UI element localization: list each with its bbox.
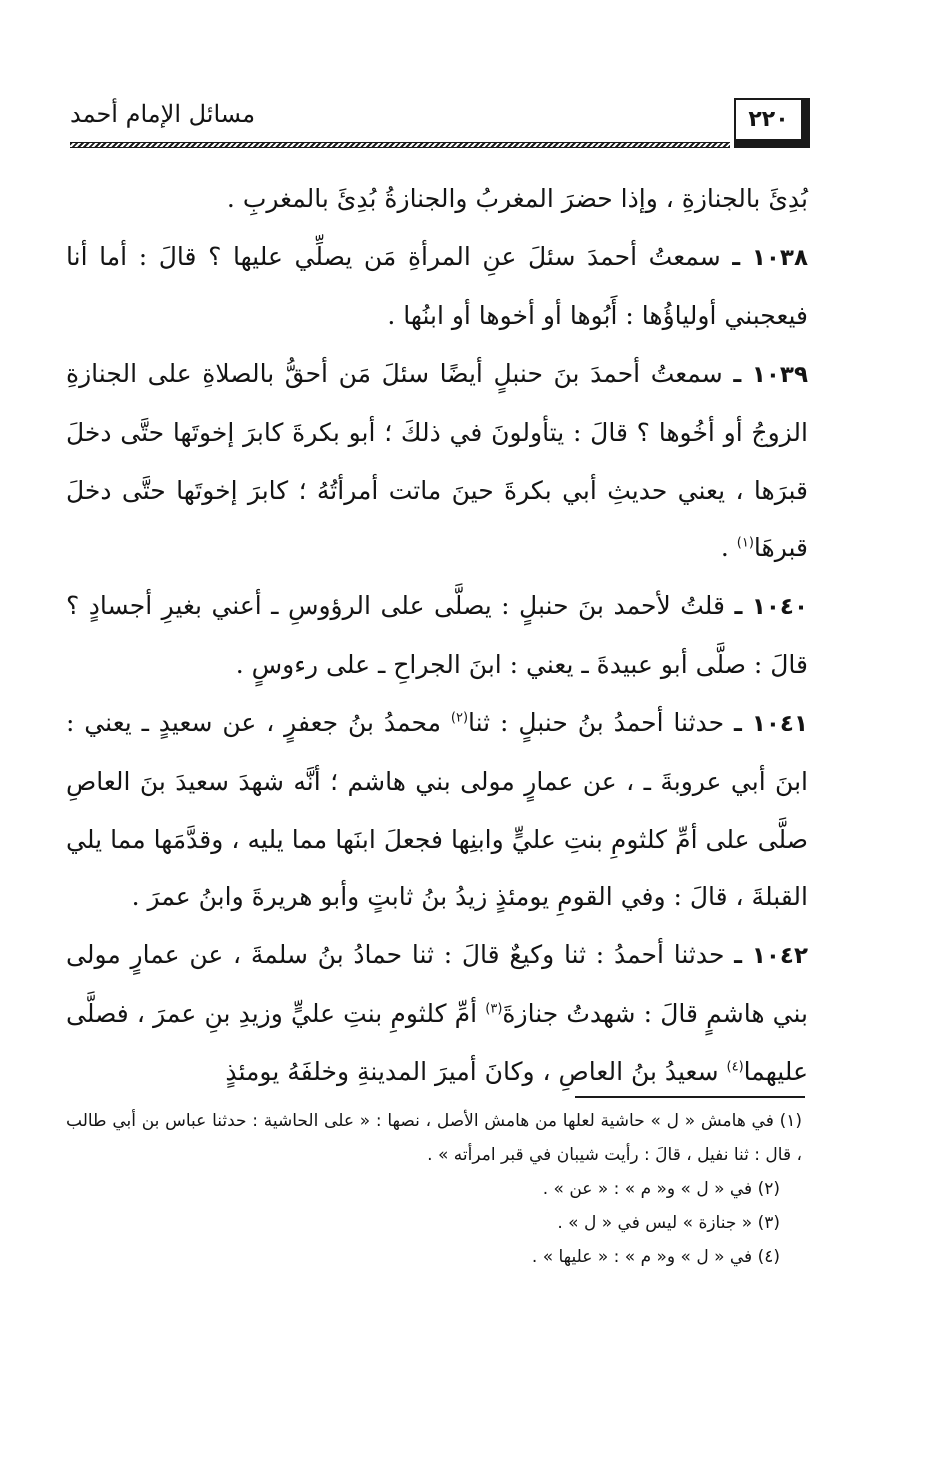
paragraph-mid: أمِّ كلثومِ بنتِ عليٍّ وزيدِ بنِ عمرَ ، فصلَّى عليهما bbox=[66, 999, 808, 1086]
paragraph-text: سمعتُ أحمدَ سئلَ عنِ المرأةِ مَن يصلِّي عليها ؟ قالَ : أما أنا فيعجبني أولياؤُها : أَبُوها أو أخوها أو ابنُها . bbox=[66, 241, 808, 330]
footnote-ref: (٢) bbox=[450, 710, 469, 726]
footnote-ref: (٣) bbox=[485, 1001, 503, 1017]
issue-number: ١٠٤٠ ـ bbox=[734, 593, 808, 620]
footnote-ref: (٤) bbox=[726, 1059, 744, 1075]
paragraph-1039 bbox=[66, 345, 808, 577]
paragraph-continuation bbox=[66, 170, 808, 228]
issue-number: ١٠٣٩ ـ bbox=[733, 361, 808, 388]
paragraph-end: سعيدُ بنُ العاصِ ، وكانَ أميرَ المدينةِ وخلفَهُ يومئذٍ bbox=[225, 1056, 727, 1086]
issue-number: ١٠٤١ ـ bbox=[734, 710, 808, 737]
footnote-3: (٣) « جنازة » ليس في « ل » . bbox=[557, 1213, 780, 1233]
page-number: ٢٢٠ bbox=[734, 98, 810, 148]
footnote-4: (٤) في « ل » و« م » : « عليها » . bbox=[531, 1247, 780, 1267]
paragraph-text: سمعتُ أحمدَ بنَ حنبلٍ أيضًا سئلَ مَن أحقُّ بالصلاةِ على الجنازةِ الزوجُ أو أخُوها ؟ قالَ : يتأولونَ في ذلكَ ؛ أبو بكرةَ كابرَ إخوتَها حتَّى دخلَ قبرَها ، يعني حديثِ أبي بكرةَ حينَ ماتت أمرأتُهُ ؛ كابرَ إخوتَها حتَّى دخلَ قبرهَا bbox=[66, 358, 808, 562]
paragraph-text: حدثنا أحمدُ : ثنا وكيعٌ قالَ : ثنا حمادُ بنُ سلمةَ ، عن عمارٍ مولى بني هاشمٍ قالَ : شهدتُ جنازةَ bbox=[66, 939, 809, 1028]
running-header bbox=[70, 98, 810, 158]
paragraph-1040 bbox=[66, 577, 808, 694]
paragraph-1041 bbox=[66, 694, 808, 926]
footnotes bbox=[66, 1104, 802, 1274]
paragraph-text: حدثنا أحمدُ بنُ حنبلٍ : ثنا bbox=[468, 707, 735, 737]
footnote-2: (٢) في « ل » و« م » : « عن » . bbox=[542, 1179, 780, 1199]
paragraph-end: محمدُ بنُ جعفرٍ ، عن سعيدٍ ـ يعني : ابنَ أبي عروبةَ ـ ، عن عمارٍ مولى بني هاشم ؛ أنَّه شهدَ سعيدَ بنَ العاصِ صلَّى على أمِّ كلثومِ بنتِ عليٍّ وابنِها فجعلَ ابنَها مما يليه ، وقدَّمَها مما يلي القبلةَ ، قالَ : وفي القومِ يومئذٍ زيدُ بنُ ثابتٍ وأبو هريرةَ وابنُ عمرَ . bbox=[66, 707, 808, 911]
paragraph-text: بُدِئَ بالجنازةِ ، وإذا حضرَ المغربُ والجنازةُ بُدِئَ بالمغربِ . bbox=[226, 184, 808, 213]
running-title: مسائل الإمام أحمد bbox=[70, 100, 256, 128]
footnote-separator bbox=[575, 1096, 805, 1098]
header-rule bbox=[70, 142, 730, 148]
paragraph-end: . bbox=[720, 533, 737, 562]
issue-number: ١٠٣٨ ـ bbox=[732, 244, 808, 271]
footnote-ref: (١) bbox=[736, 535, 754, 551]
footnote-1: (١) في هامش « ل » حاشية لعلها من هامش الأصل ، نصها : « على الحاشية : حدثنا عباس بن أبي طالب ، قال : ثنا نفيل ، قالَ : رأيت شيبان في قبر امرأته » . bbox=[66, 1111, 802, 1165]
paragraph-text: قلتُ لأحمد بنَ حنبلٍ : يصلَّى على الرؤوسِ ـ أعني بغيرِ أجسادٍ ؟ قالَ : صلَّى أبو عبيدةَ ـ يعني : ابنَ الجراحِ ـ على رءوسٍ . bbox=[66, 590, 808, 679]
paragraph-1042 bbox=[66, 926, 808, 1101]
issue-number: ١٠٤٢ ـ bbox=[734, 942, 809, 969]
paragraph-1038 bbox=[66, 228, 808, 345]
main-text bbox=[66, 170, 808, 1100]
